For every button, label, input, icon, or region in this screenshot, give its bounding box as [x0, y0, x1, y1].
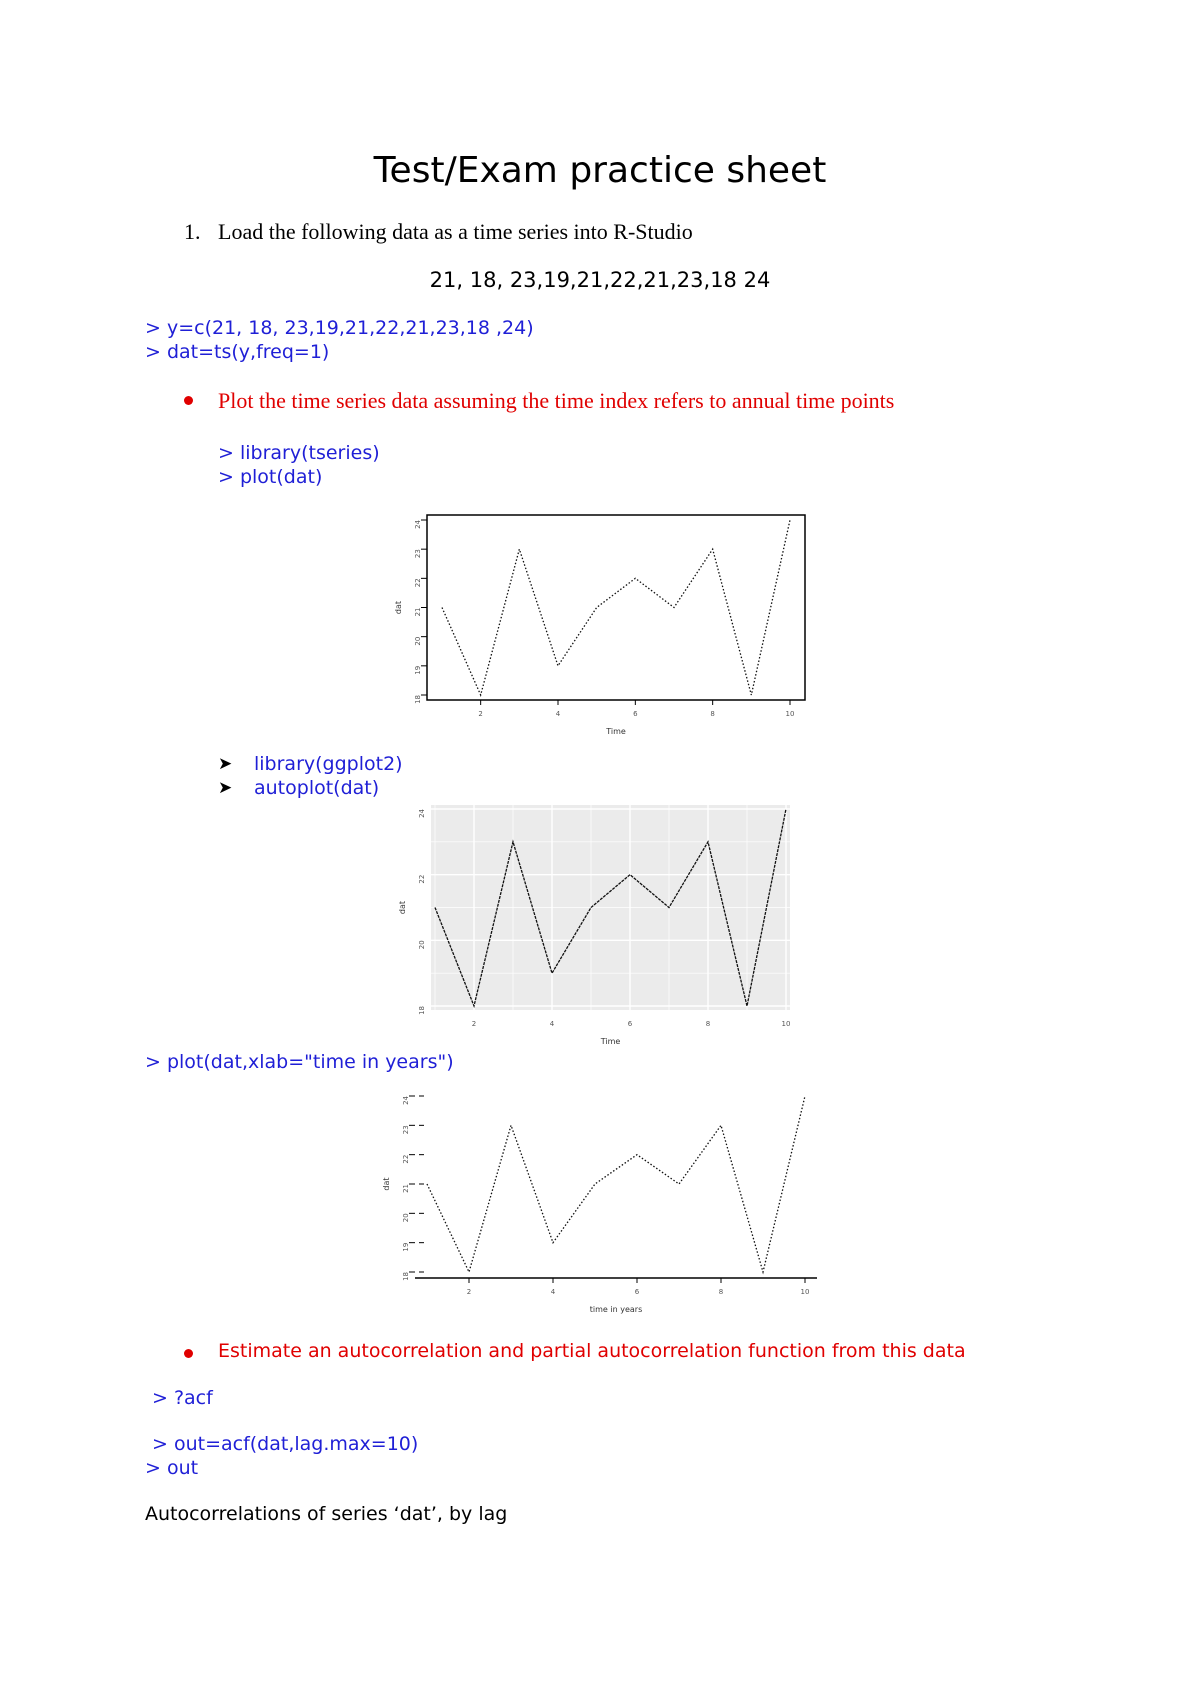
y-tick-label: 22 [418, 874, 426, 884]
x-tick-label: 8 [710, 710, 715, 718]
output-text: Autocorrelations of series ‘dat’, by lag [145, 1503, 508, 1525]
code-line: > y=c(21, 18, 23,19,21,22,21,23,18 ,24) [145, 317, 534, 339]
x-tick-label: 2 [478, 710, 483, 718]
bullet-icon [184, 1349, 193, 1358]
y-tick-label: 22 [402, 1154, 410, 1164]
page-title: Test/Exam practice sheet [373, 150, 827, 191]
question-number: 1. [184, 219, 201, 244]
y-axis-label: dat [394, 600, 403, 615]
y-tick-label: 21 [414, 607, 422, 617]
y-axis-label: dat [398, 900, 407, 915]
x-tick-label: 4 [550, 1288, 556, 1296]
code-line: > ?acf [152, 1387, 213, 1409]
code-line: > out=acf(dat,lag.max=10) [152, 1433, 419, 1455]
y-tick-label: 24 [402, 1096, 410, 1105]
series-line [427, 1096, 805, 1272]
task-text: Estimate an autocorrelation and partial autocorrelation function from this data [218, 1340, 966, 1362]
y-tick-label: 20 [418, 940, 426, 950]
x-tick-label: 10 [781, 1020, 791, 1028]
y-tick-label: 18 [414, 695, 422, 704]
x-tick-label: 4 [549, 1020, 555, 1028]
plot-box [427, 515, 805, 700]
task-text: Plot the time series data assuming the time index refers to annual time points [218, 388, 895, 413]
code-line: > plot(dat,xlab="time in years") [145, 1051, 454, 1073]
ggplot-autoplot [398, 800, 795, 1046]
x-tick-label: 4 [555, 710, 561, 718]
x-axis-label: time in years [589, 1305, 643, 1314]
code-line: > dat=ts(y,freq=1) [145, 341, 330, 363]
x-tick-label: 8 [705, 1020, 711, 1028]
code-line: > library(tseries) [218, 442, 380, 464]
x-tick-label: 10 [785, 710, 795, 718]
y-tick-label: 20 [402, 1213, 410, 1223]
y-tick-label: 19 [414, 665, 422, 675]
question-text: Load the following data as a time series into R-Studio [218, 219, 693, 244]
base-r-plot-time-in-years [365, 1080, 825, 1314]
y-tick-label: 24 [418, 809, 426, 818]
x-tick-label: 10 [800, 1288, 810, 1296]
x-tick-label: 6 [627, 1020, 633, 1028]
arrow-bullet-icon: ➤ [218, 778, 233, 798]
x-tick-label: 8 [718, 1288, 724, 1296]
y-tick-label: 19 [402, 1242, 410, 1252]
y-axis-label: dat [382, 1177, 391, 1191]
data-values: 21, 18, 23,19,21,22,21,23,18 24 [429, 268, 771, 292]
x-tick-label: 6 [633, 710, 638, 718]
y-tick-label: 18 [418, 1006, 426, 1015]
y-tick-label: 24 [414, 520, 422, 529]
x-tick-label: 6 [634, 1288, 640, 1296]
x-axis-label: Time [606, 727, 626, 736]
code-line: autoplot(dat) [254, 777, 380, 799]
code-line: > out [145, 1457, 199, 1479]
code-line: > plot(dat) [218, 466, 323, 488]
y-tick-label: 20 [414, 636, 422, 646]
base-r-plot [375, 510, 815, 736]
y-tick-label: 22 [414, 578, 422, 588]
code-line: library(ggplot2) [254, 753, 403, 775]
y-tick-label: 23 [414, 549, 422, 559]
series-line [442, 520, 790, 695]
bullet-icon [184, 396, 193, 405]
y-tick-label: 23 [402, 1125, 410, 1135]
arrow-bullet-icon: ➤ [218, 754, 233, 774]
x-tick-label: 2 [471, 1020, 477, 1028]
x-tick-label: 2 [466, 1288, 472, 1296]
x-axis-label: Time [600, 1037, 621, 1046]
y-tick-label: 18 [402, 1272, 410, 1281]
y-tick-label: 21 [402, 1184, 410, 1193]
